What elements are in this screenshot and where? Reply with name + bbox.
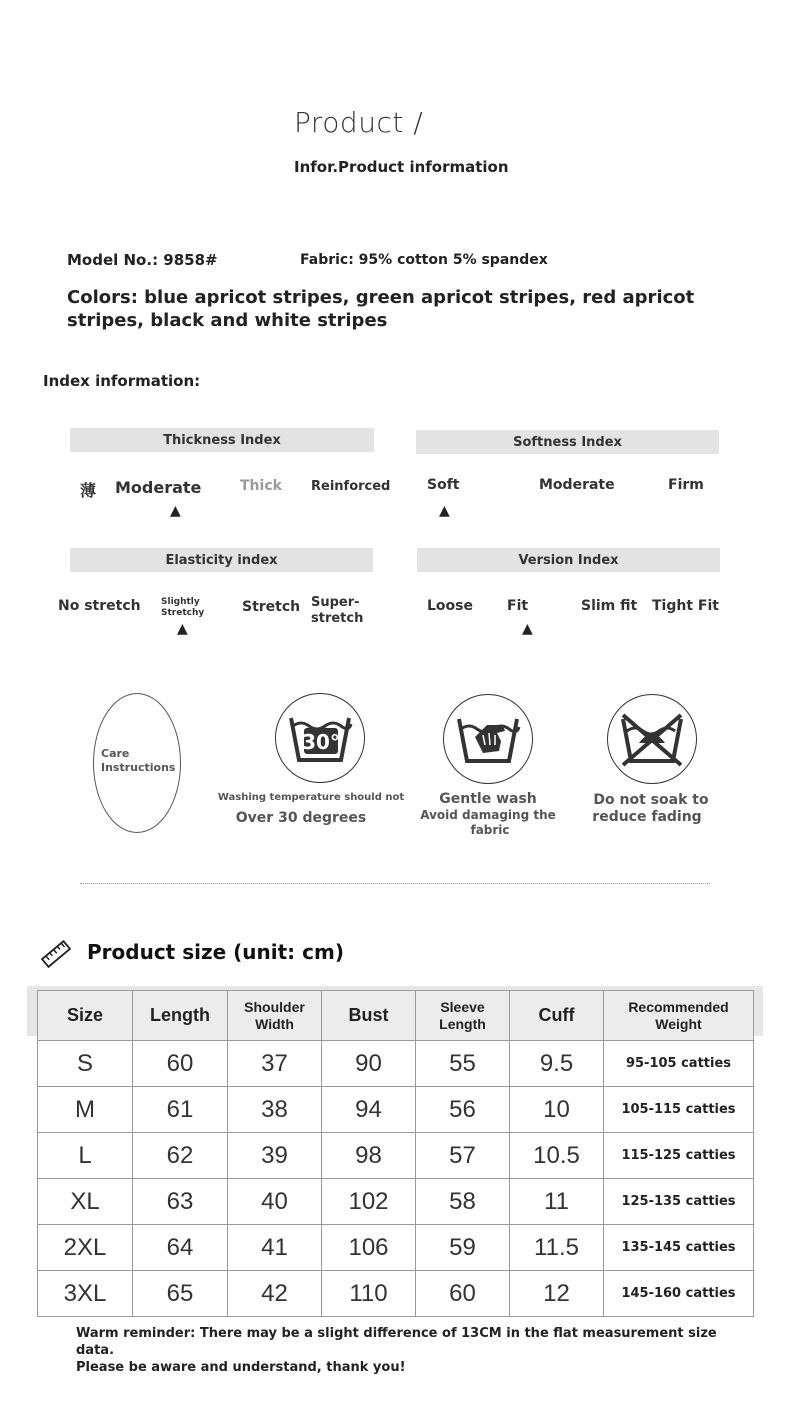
col-header-recommended-weight: Recommended Weight bbox=[604, 991, 754, 1041]
elasticity-option-slightly-stretchy: Slightly Stretchy bbox=[161, 597, 205, 618]
cell-shoulder: 38 bbox=[228, 1087, 322, 1133]
elasticity-option-super-stretch: Super-stretch bbox=[311, 595, 364, 626]
elasticity-selected-marker: ▲ bbox=[177, 621, 188, 637]
version-selected-marker: ▲ bbox=[522, 621, 533, 637]
cell-weight: 145-160 catties bbox=[604, 1271, 754, 1317]
version-index-bar: Version Index bbox=[417, 548, 720, 572]
table-row bbox=[38, 1133, 754, 1179]
cell-bust: 94 bbox=[322, 1087, 416, 1133]
model-number: Model No.: 9858# bbox=[67, 251, 218, 269]
ruler-icon bbox=[40, 938, 72, 974]
cell-size: 2XL bbox=[38, 1225, 133, 1271]
cell-shoulder: 37 bbox=[228, 1041, 322, 1087]
cell-bust: 110 bbox=[322, 1271, 416, 1317]
cell-size: M bbox=[38, 1087, 133, 1133]
elasticity-option-stretch: Stretch bbox=[242, 599, 301, 615]
col-header-cuff: Cuff bbox=[510, 991, 604, 1041]
size-chart-title: Product size (unit: cm) bbox=[87, 940, 344, 964]
size-table bbox=[37, 990, 754, 1317]
cell-sleeve: 55 bbox=[416, 1041, 510, 1087]
gentle-wash-caption-3: fabric bbox=[470, 823, 510, 837]
fabric-composition: Fabric: 95% cotton 5% spandex bbox=[300, 252, 548, 268]
softness-option-firm: Firm bbox=[668, 477, 704, 493]
table-row bbox=[38, 1179, 754, 1225]
softness-option-moderate: Moderate bbox=[539, 477, 615, 493]
elasticity-index-bar: Elasticity index bbox=[70, 548, 373, 572]
gentle-wash-caption-2: Avoid damaging the bbox=[420, 808, 556, 822]
cell-length: 62 bbox=[133, 1133, 228, 1179]
hand-wash-icon bbox=[443, 694, 533, 784]
table-row bbox=[38, 1271, 754, 1317]
cell-length: 64 bbox=[133, 1225, 228, 1271]
no-soak-caption-1: Do not soak to bbox=[593, 792, 709, 808]
cell-sleeve: 56 bbox=[416, 1087, 510, 1133]
cell-cuff: 10 bbox=[510, 1087, 604, 1133]
wash-30-icon bbox=[275, 693, 365, 783]
cell-size: L bbox=[38, 1133, 133, 1179]
thickness-index-bar: Thickness Index bbox=[70, 428, 374, 452]
table-row bbox=[38, 1225, 754, 1271]
cell-shoulder: 39 bbox=[228, 1133, 322, 1179]
cell-cuff: 11 bbox=[510, 1179, 604, 1225]
thickness-option-thick: Thick bbox=[240, 478, 282, 494]
col-header-sleeve-length: Sleeve Length bbox=[416, 991, 510, 1041]
care-instructions-label bbox=[101, 747, 175, 775]
cell-size: 3XL bbox=[38, 1271, 133, 1317]
softness-selected-marker: ▲ bbox=[439, 503, 450, 519]
cell-weight: 115-125 catties bbox=[604, 1133, 754, 1179]
cell-sleeve: 59 bbox=[416, 1225, 510, 1271]
cell-cuff: 12 bbox=[510, 1271, 604, 1317]
page-subtitle: Infor.Product information bbox=[294, 158, 509, 176]
thickness-option-moderate: Moderate bbox=[115, 478, 202, 497]
cell-length: 60 bbox=[133, 1041, 228, 1087]
care-label-line1: Care bbox=[101, 747, 130, 760]
page-title: Product / bbox=[294, 106, 424, 139]
cell-weight: 135-145 catties bbox=[604, 1225, 754, 1271]
cell-size: XL bbox=[38, 1179, 133, 1225]
reminder-line-1: Warm reminder: There may be a slight difference of 13CM in the flat measurement size data. bbox=[76, 1326, 717, 1358]
wash-temp-caption-1: Washing temperature should not bbox=[217, 792, 405, 803]
cell-shoulder: 40 bbox=[228, 1179, 322, 1225]
table-row bbox=[38, 1041, 754, 1087]
cell-bust: 102 bbox=[322, 1179, 416, 1225]
cell-weight: 125-135 catties bbox=[604, 1179, 754, 1225]
cell-sleeve: 60 bbox=[416, 1271, 510, 1317]
version-option-fit: Fit bbox=[507, 598, 529, 614]
col-header-shoulder-width: Shoulder Width bbox=[228, 991, 322, 1041]
size-table-header bbox=[38, 991, 754, 1041]
version-option-tight-fit: Tight Fit bbox=[652, 598, 719, 614]
elasticity-option-no-stretch: No stretch bbox=[58, 598, 141, 614]
cell-weight: 105-115 catties bbox=[604, 1087, 754, 1133]
gentle-wash-caption-1: Gentle wash bbox=[439, 791, 537, 807]
col-header-length: Length bbox=[133, 991, 228, 1041]
section-divider bbox=[80, 883, 710, 884]
table-row bbox=[38, 1087, 754, 1133]
cell-bust: 90 bbox=[322, 1041, 416, 1087]
softness-option-soft: Soft bbox=[427, 477, 460, 493]
col-header-size: Size bbox=[38, 991, 133, 1041]
cell-weight: 95-105 catties bbox=[604, 1041, 754, 1087]
thickness-option-thin: 薄 bbox=[80, 481, 97, 500]
warm-reminder bbox=[76, 1325, 756, 1376]
do-not-soak-icon bbox=[607, 694, 697, 784]
no-soak-caption-2: reduce fading bbox=[592, 809, 702, 825]
wash-temp-caption-2: Over 30 degrees bbox=[235, 810, 367, 826]
cell-shoulder: 42 bbox=[228, 1271, 322, 1317]
version-option-loose: Loose bbox=[427, 598, 473, 614]
svg-text:30°: 30° bbox=[302, 730, 340, 754]
cell-bust: 98 bbox=[322, 1133, 416, 1179]
thickness-option-reinforced: Reinforced bbox=[311, 479, 391, 494]
cell-length: 63 bbox=[133, 1179, 228, 1225]
care-label-line2: Instructions bbox=[101, 761, 176, 774]
cell-bust: 106 bbox=[322, 1225, 416, 1271]
cell-length: 61 bbox=[133, 1087, 228, 1133]
cell-sleeve: 57 bbox=[416, 1133, 510, 1179]
cell-size: S bbox=[38, 1041, 133, 1087]
thickness-selected-marker: ▲ bbox=[170, 503, 181, 519]
colors-list: Colors: blue apricot stripes, green apricot stripes, red apricot stripes, black and white stripes bbox=[67, 287, 695, 331]
cell-cuff: 11.5 bbox=[510, 1225, 604, 1271]
softness-index-bar: Softness Index bbox=[416, 430, 719, 454]
cell-cuff: 9.5 bbox=[510, 1041, 604, 1087]
version-option-slim-fit: Slim fit bbox=[581, 598, 638, 614]
cell-length: 65 bbox=[133, 1271, 228, 1317]
col-header-bust: Bust bbox=[322, 991, 416, 1041]
reminder-line-2: Please be aware and understand, thank you! bbox=[76, 1360, 406, 1375]
cell-shoulder: 41 bbox=[228, 1225, 322, 1271]
index-heading: Index information: bbox=[43, 372, 201, 390]
cell-cuff: 10.5 bbox=[510, 1133, 604, 1179]
cell-sleeve: 58 bbox=[416, 1179, 510, 1225]
